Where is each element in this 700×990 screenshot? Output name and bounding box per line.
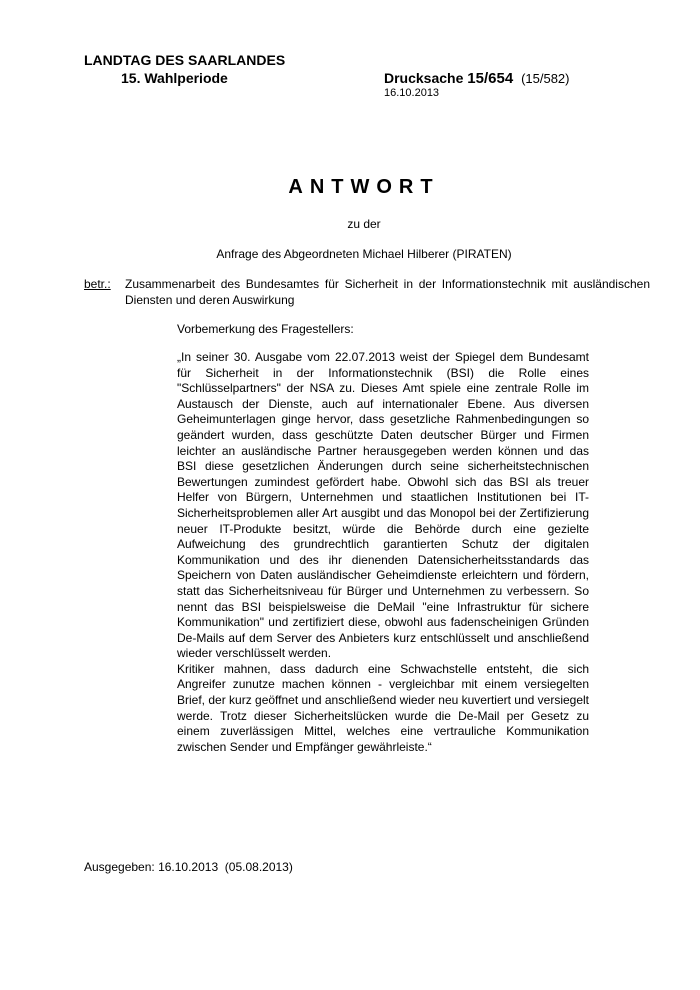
drucksache-label: Drucksache — [384, 70, 464, 86]
inquiry-line: Anfrage des Abgeordneten Michael Hilberer (PIRATEN) — [216, 247, 512, 261]
preface-heading: Vorbemerkung des Fragestellers: — [177, 322, 354, 336]
subject-label: betr.: — [84, 277, 111, 291]
preface-paragraph-1: „In seiner 30. Ausgabe vom 22.07.2013 weist der Spiegel dem Bundesamt für Sicherheit in der Informationstechnik (BSI) die Rolle eines "Schlüsselpartners" der NSA zu. Dieses Amt spiele eine zentrale Rolle im Austausch der Dienste, auch auf internationaler Ebene. Aus diversen Geheimunterlagen ginge hervor, dass gesetzliche Rahmenbedingungen so geändert wurden, dass geschützte Daten deutscher Bürger und Firmen leichter an ausländische Partner herausgegeben werden können und das BSI diese gesetzlichen Änderungen durch seine sicherheitstechnischen Bewertungen zumindest gefördert habe. Obwohl sich das BSI als treuer Helfer von Bürgern, Unternehmen und staatlichen Institutionen bei IT-Sicherheitsproblemen aller Art ausgibt und das Monopol bei der Zertifizierung neuer IT-Produkte besitzt, würde die Behörde durch eine gezielte Aufweichung des grundrechtlich garantierten Schutz der digitalen Kommunikation und des ihr dienenden Datensicherheitsstandards das Speichern von Daten ausländischer Geheimdienste erleichtern und fördern, statt das Sicherheitsniveau für Bürger und Unternehmen zu verbessern. So nennt das BSI beispielsweise die DeMail "eine Infrastruktur für sichere Kommunikation" und zertifiziert diese, obwohl aus fadenscheinigen Gründen De-Mails auf dem Server des Anbieters kurz entschlüsselt und anschließend wieder verschlüsselt werden. — [177, 350, 589, 661]
drucksache-previous-number: (15/582) — [521, 71, 570, 86]
zu-der-text: zu der — [347, 217, 381, 231]
parliament-name: LANDTAG DES SAARLANDES — [84, 52, 286, 68]
subject-text: Zusammenarbeit des Bundesamtes für Sicherheit in der Informationstechnik mit ausländischen Diensten und deren Auswirkung — [125, 277, 650, 307]
issued-date-line: Ausgegeben: 16.10.2013 (05.08.2013) — [84, 860, 293, 874]
legislative-period: 15. Wahlperiode — [121, 70, 228, 86]
preface-quote — [177, 350, 589, 755]
document-title: ANTWORT — [288, 176, 440, 198]
document-date: 16.10.2013 — [384, 87, 440, 99]
drucksache-reference — [384, 70, 569, 87]
preface-paragraph-2: Kritiker mahnen, dass dadurch eine Schwachstelle entsteht, die sich Angreifer zunutze machen können - vergleichbar mit einem versiegelten Brief, der kurz geöffnet und anschließend wieder neu kuvertiert und versiegelt werde. Trotz dieser Sicherheitslücken wurde die De-Mail per Gesetz zu einem zuverlässigen Mittel, welches eine vertrauliche Kommunikation zwischen Sender und Empfänger gewährleiste.“ — [177, 661, 590, 754]
drucksache-number: 15/654 — [467, 70, 514, 87]
